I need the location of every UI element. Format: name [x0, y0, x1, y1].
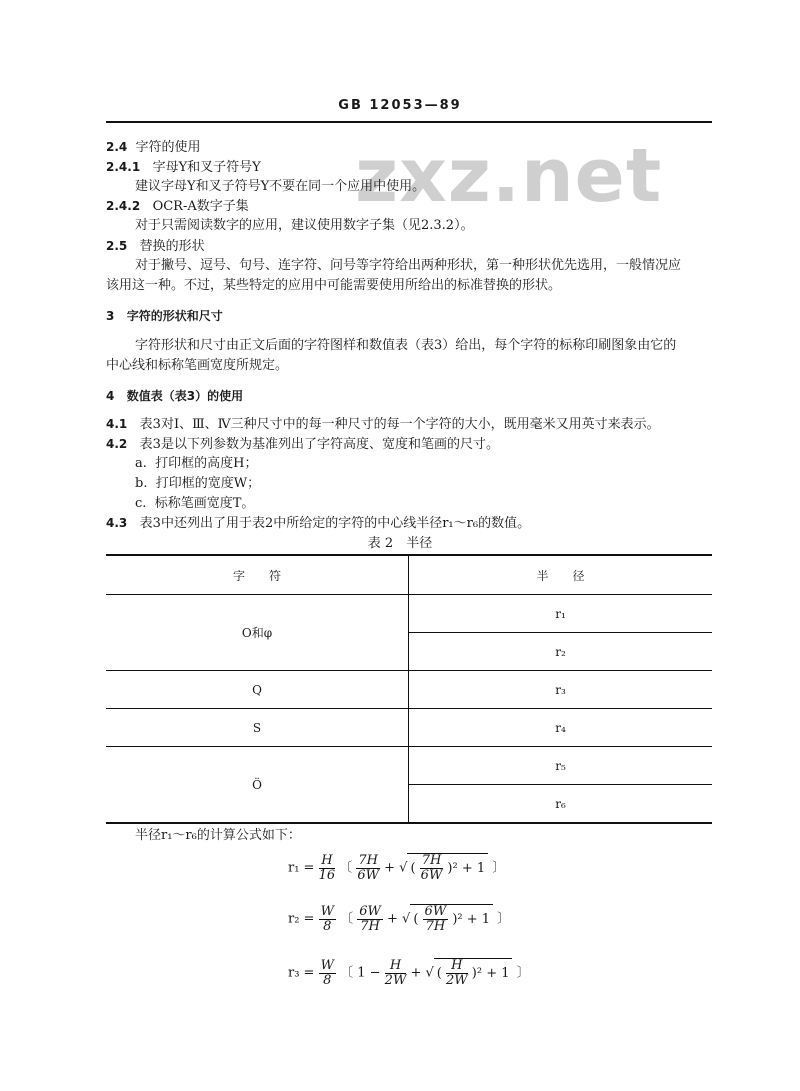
radius-cell: r₂	[409, 633, 713, 671]
paragraph-2-4-2: 对于只需阅读数字的应用，建议使用数字子集（见2.3.2）。	[135, 218, 474, 233]
list-label: c.	[135, 496, 147, 511]
radius-cell: r₆	[409, 785, 713, 824]
radius-table	[106, 554, 712, 824]
char-cell: O和φ	[106, 595, 409, 671]
watermark: zxz.net	[355, 133, 663, 219]
section-title: 替换的形状	[139, 239, 205, 254]
section-4-3	[106, 515, 530, 532]
fraction: $\frac{7H}{6W}$	[357, 852, 380, 883]
table-caption: 表 2 半径	[367, 536, 433, 551]
fraction: $\frac{7H}{6W}$	[420, 853, 443, 883]
section-number: 4.3	[106, 516, 128, 530]
formula-intro: 半径r₁～r₆的计算公式如下：	[135, 828, 301, 843]
table-row	[106, 671, 712, 709]
radius-cell: r₅	[409, 747, 713, 785]
char-cell: Ö	[106, 747, 409, 824]
paragraph: 表3对Ⅰ、Ⅲ、Ⅳ三种尺寸中的每一种尺寸的每一个字符的大小，既用毫米又用英寸来表示。	[139, 417, 660, 432]
paragraph: 表3中还列出了用于表2中所给定的字符的中心线半径r₁～r₆的数值。	[139, 516, 531, 531]
section-2-4	[106, 139, 201, 156]
section-title: OCR-A数字子集	[152, 199, 249, 214]
section-number: 2.5	[106, 239, 128, 253]
section-2-5	[106, 238, 205, 255]
fraction: $\frac{H}{16}$	[318, 852, 336, 883]
section-number: 4.1	[106, 417, 128, 431]
section-title: 字符的使用	[135, 140, 201, 155]
header-rule	[106, 121, 712, 123]
radius-cell: r₄	[409, 709, 713, 747]
formula-r1: r₁ = $\frac{H}{16}$ 〔 $\frac{7H}{6W}$ + √ ( $\frac{7H}{6W}$ )² + 1 〕	[288, 852, 506, 883]
fraction: $\frac{H}{2W}$	[445, 958, 468, 988]
formula-lhs: r₃ =	[288, 965, 315, 981]
paragraph-2-5-line2: 该用这一种。不过，某些特定的应用中可能需要使用所给出的标准替换的形状。	[106, 278, 562, 293]
list-text: 打印框的宽度W；	[155, 476, 261, 491]
fraction: $\frac{W}{8}$	[320, 957, 334, 988]
list-label: a.	[135, 456, 147, 471]
char-cell: S	[106, 709, 409, 747]
section-4-2	[106, 436, 499, 453]
section-title: 字符的形状和尺寸	[126, 309, 223, 323]
formula-r3: r₃ = $\frac{W}{8}$ 〔 1 − $\frac{H}{2W}$ + √ ( $\frac{H}{2W}$ )² + 1 〕	[288, 957, 530, 988]
list-label: b.	[135, 476, 148, 491]
column-header: 字 符	[106, 555, 409, 595]
section-2-4-2	[106, 198, 249, 215]
formula-r2: r₂ = $\frac{W}{8}$ 〔 $\frac{6W}{7H}$ + √ ( $\frac{6W}{7H}$ )² + 1 〕	[288, 903, 511, 934]
formula-lhs: r₁ =	[288, 860, 315, 876]
radius-cell: r₃	[409, 671, 713, 709]
list-item	[135, 496, 254, 512]
section-title: 数值表（表3）的使用	[126, 389, 244, 403]
list-item	[135, 476, 260, 492]
section-4	[106, 388, 243, 405]
section-number: 2.4.1	[106, 160, 141, 174]
fraction: $\frac{W}{8}$	[320, 903, 334, 934]
paragraph-3-line2: 中心线和标称笔画宽度所规定。	[106, 358, 289, 373]
list-text: 打印框的高度H；	[155, 456, 258, 471]
section-number: 4.2	[106, 437, 128, 451]
list-text: 标称笔画宽度T。	[154, 496, 255, 511]
paragraph: 表3是以下列参数为基准列出了字符高度、宽度和笔画的尺寸。	[139, 437, 499, 452]
section-4-1	[106, 416, 660, 433]
fraction: $\frac{6W}{7H}$	[359, 903, 381, 934]
section-number: 3	[106, 309, 115, 323]
section-title: 字母Y和叉子符号Y	[152, 160, 261, 175]
column-header: 半 径	[409, 555, 713, 595]
table-row	[106, 595, 712, 633]
section-3	[106, 308, 223, 325]
section-number: 2.4	[106, 140, 128, 154]
list-item	[135, 456, 258, 472]
paragraph-2-5-line1: 对于撇号、逗号、句号、连字符、问号等字符给出两种形状，第一种形状优先选用，一般情况应	[135, 258, 682, 273]
fraction: $\frac{H}{2W}$	[384, 957, 407, 988]
table-row	[106, 747, 712, 785]
section-number: 4	[106, 389, 115, 403]
section-2-4-1	[106, 159, 261, 176]
paragraph-3-line1: 字符形状和尺寸由正文后面的字符图样和数值表（表3）给出，每个字符的标称印刷图象由它的	[135, 338, 677, 353]
radius-cell: r₁	[409, 595, 713, 633]
char-cell: Q	[106, 671, 409, 709]
paragraph-2-4-1: 建议字母Y和叉子符号Y不要在同一个应用中使用。	[135, 179, 426, 194]
formula-lhs: r₂ =	[288, 911, 315, 927]
fraction: $\frac{6W}{7H}$	[424, 904, 447, 934]
page-header: GB 12053—89	[338, 98, 462, 113]
section-number: 2.4.2	[106, 199, 141, 213]
table-row	[106, 709, 712, 747]
